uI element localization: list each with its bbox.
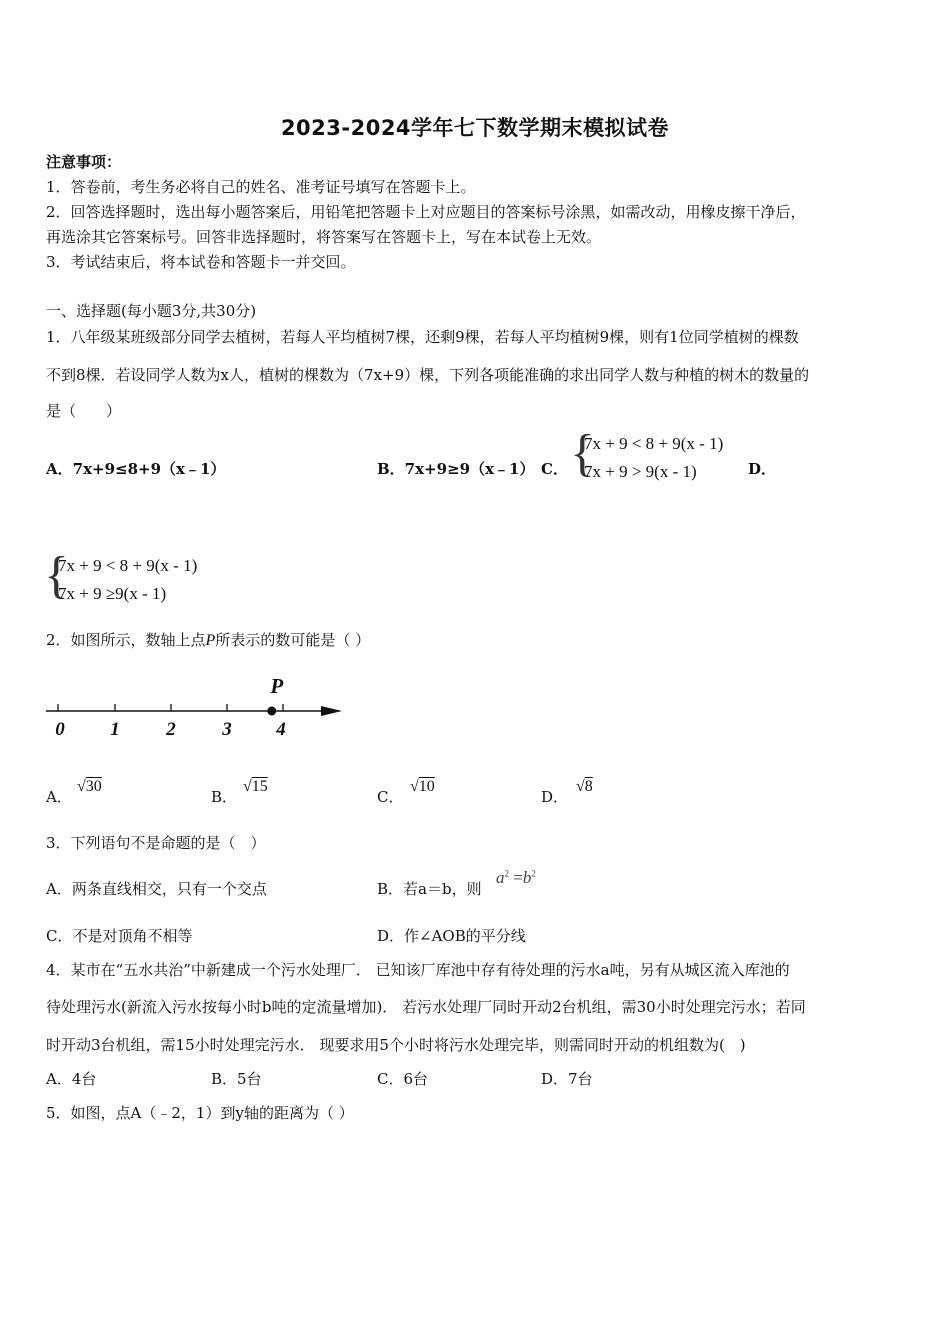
q1-stem-line: 不到8棵．若设同学人数为x人，植树的棵数为（7x+9）棵，下列各项能准确的求出同学人数与种植的树木的数量的 (46, 366, 810, 384)
q1-option-d-label: D． (748, 460, 777, 478)
q1-option-c-label: C． (541, 460, 568, 478)
brace-icon: { (570, 425, 595, 482)
q2-option-a-label: A． (46, 788, 72, 806)
q2-option-d-value: √8 (576, 778, 593, 795)
q3-option-b: B．若a＝b，则 (377, 880, 482, 898)
q4-option-a: A．4台 (46, 1070, 97, 1088)
q1-option-d-line1: 7x + 9 < 8 + 9(x - 1) (58, 556, 198, 575)
q3-option-c: C．不是对顶角不相等 (46, 927, 193, 945)
q1-option-c-line1: 7x + 9 < 8 + 9(x - 1) (584, 434, 724, 453)
q4-option-d: D．7台 (541, 1070, 593, 1088)
notice-item: 3．考试结束后，将本试卷和答题卡一并交回。 (46, 253, 356, 271)
section-heading: 一、选择题(每小题3分,共30分) (46, 302, 257, 320)
q1-stem-line: 是（ ） (46, 402, 122, 420)
q2-option-b-value: √15 (243, 778, 268, 795)
page-title: 2023-2024学年七下数学期末模拟试卷 (280, 116, 670, 140)
q3-option-a: A．两条直线相交，只有一个交点 (46, 880, 267, 898)
point-p-label: P (270, 674, 284, 698)
notice-item: 2．回答选择题时，选出每小题答案后，用铅笔把答题卡上对应题目的答案标号涂黑，如需改动，用橡皮擦干净后， (46, 203, 806, 221)
q2-option-a-value: √30 (77, 778, 102, 795)
q2-stem-pre: 2．如图所示，数轴上点 (46, 631, 206, 649)
q2-option-b-label: B． (211, 788, 238, 806)
number-line-figure (40, 668, 350, 744)
q4-option-c: C．6台 (377, 1070, 429, 1088)
q4-stem-line: 4．某市在“五水共治”中新建成一个污水处理厂． 已知该厂库池中存有待处理的污水a吨，另有从城区流入库池的 (46, 961, 790, 979)
q5-stem: 5．如图，点A（﹣2，1）到y轴的距离为（ ） (46, 1104, 354, 1122)
q1-option-c-line2: 7x + 9 > 9(x - 1) (584, 462, 697, 481)
q2-option-c-label: C． (377, 788, 404, 806)
notice-item: 1．答卷前，考生务必将自己的姓名、准考证号填写在答题卡上。 (46, 178, 476, 196)
q3-option-b-formula: $a^2 =b^2$ (496, 868, 536, 887)
q3-option-d: D．作∠AOB的平分线 (377, 927, 526, 945)
notice-item: 再选涂其它答案标号。回答非选择题时，将答案写在答题卡上，写在本试卷上无效。 (46, 228, 602, 246)
q1-option-b: B．7x+9≥9（x﹣1） (377, 460, 535, 478)
notice-heading: 注意事项： (46, 153, 122, 171)
tick-label: 4 (276, 719, 286, 740)
q4-stem-line: 待处理污水(新流入污水按每小时b吨的定流量增加)． 若污水处理厂同时开动2台机组，需30小时处理完污水；若同 (46, 998, 806, 1016)
q3-stem: 3．下列语句不是命题的是（ ） (46, 834, 266, 852)
q2-option-d-label: D． (541, 788, 569, 806)
q4-option-b: B．5台 (211, 1070, 262, 1088)
q1-option-a: A．7x+9≤8+9（x﹣1） (46, 460, 226, 478)
q2-stem-post: 所表示的数可能是（ ） (215, 631, 371, 649)
q4-stem-line: 时开动3台机组，需15小时处理完污水． 现要求用5个小时将污水处理完毕，则需同时开动的机组数为( ) (46, 1036, 746, 1054)
tick-label: 1 (110, 719, 120, 740)
brace-icon: { (44, 547, 69, 604)
q2-option-c-value: √10 (410, 778, 435, 795)
q1-option-d-line2: 7x + 9 ≥9(x - 1) (58, 584, 167, 603)
tick-label: 3 (222, 719, 232, 740)
tick-label: 2 (166, 719, 176, 740)
q2-stem-var: P (205, 632, 216, 649)
tick-label: 0 (55, 719, 65, 740)
point-p-marker (267, 707, 276, 716)
arrow-icon (321, 706, 342, 716)
q1-stem-line: 1．八年级某班级部分同学去植树，若每人平均植树7棵，还剩9棵，若每人平均植树9棵，则有1位同学植树的棵数 (46, 328, 799, 346)
